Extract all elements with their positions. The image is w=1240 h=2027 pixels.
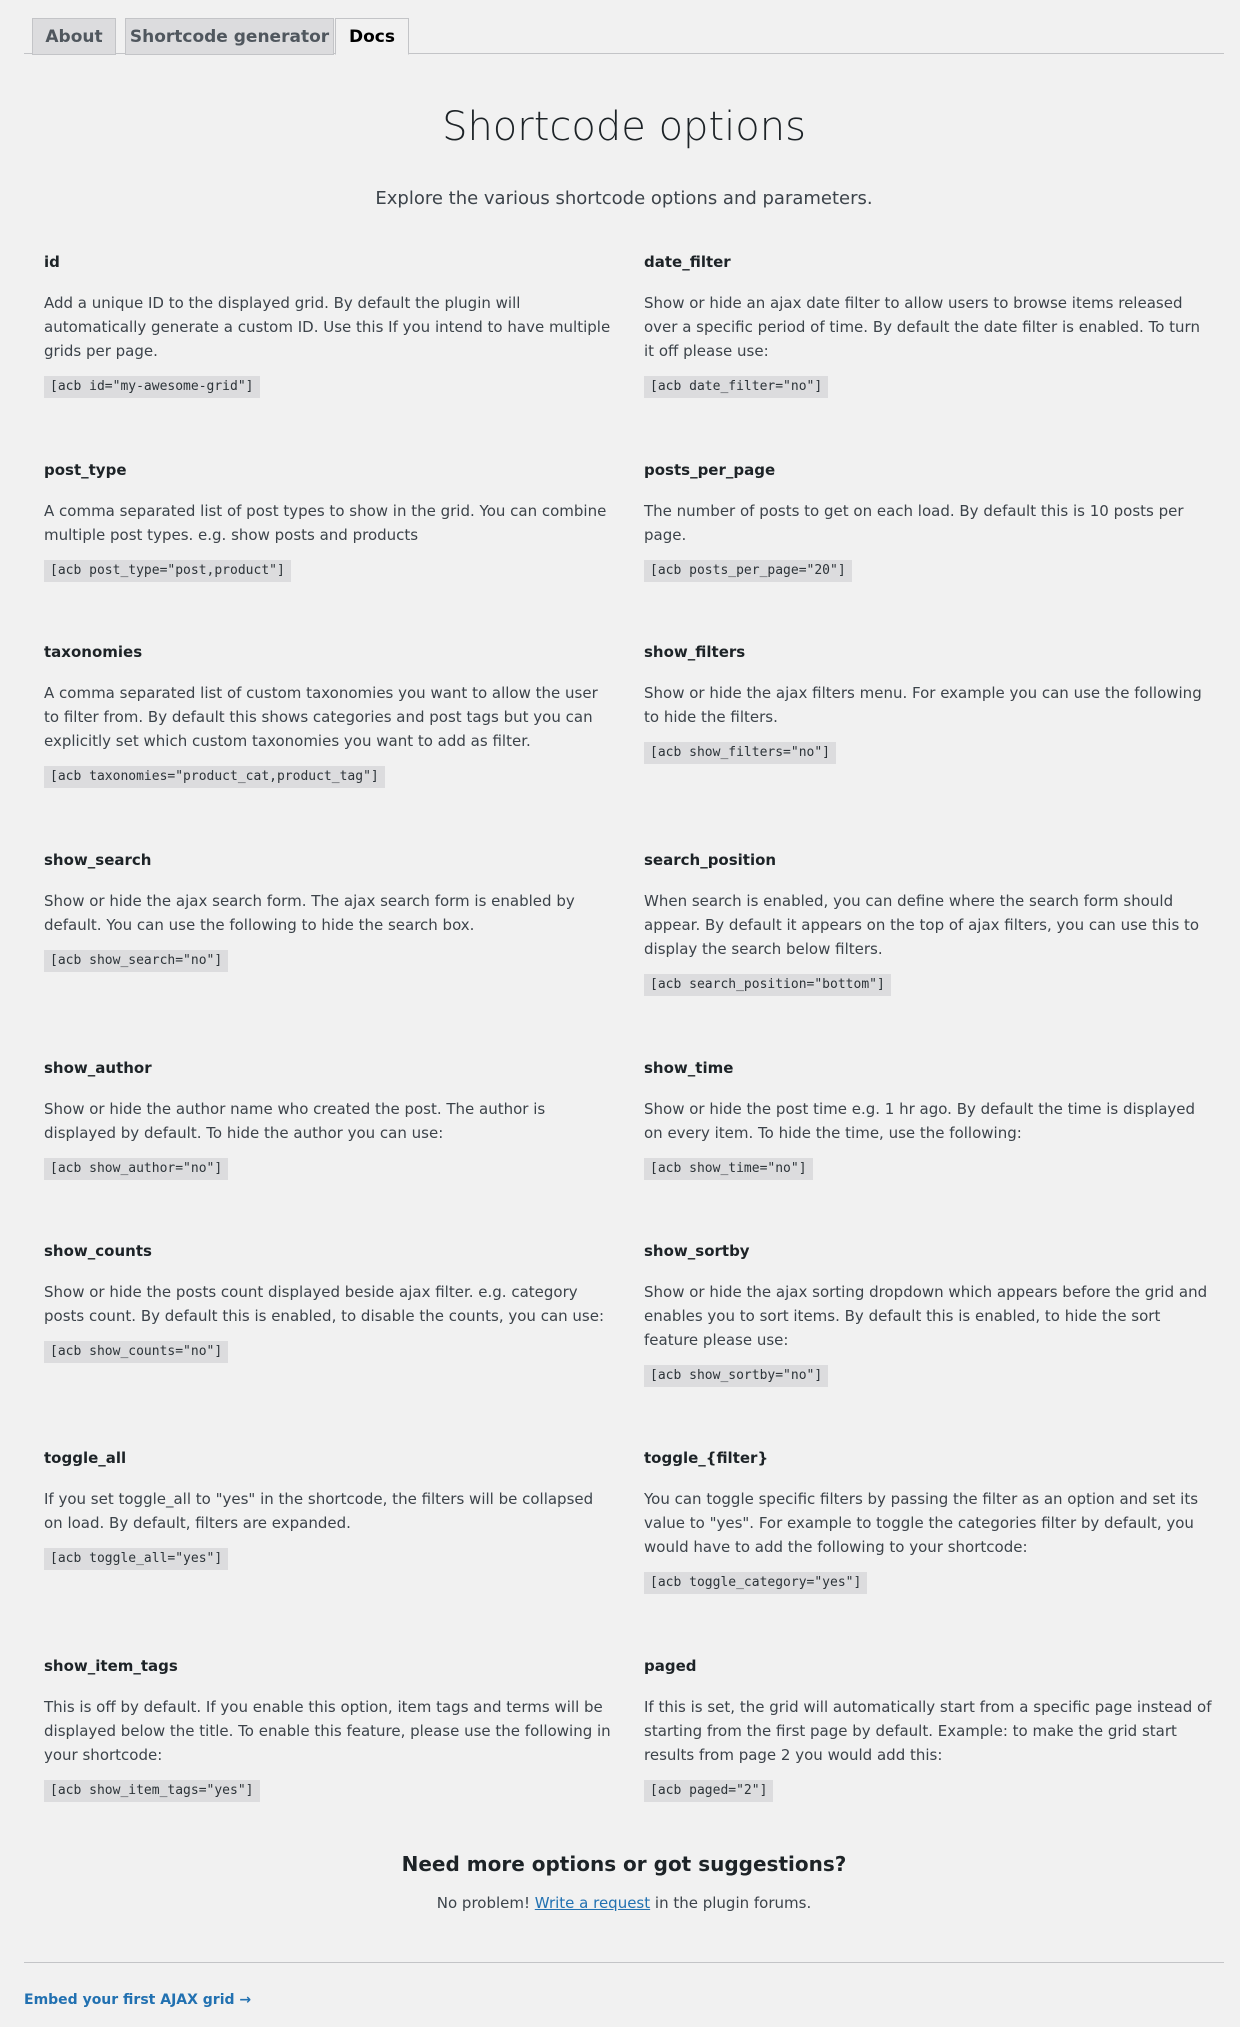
option-description: When search is enabled, you can define where the search form should appear. By default it appears on the top of ajax filters, you can use this to display the search below filters. — [644, 892, 1200, 958]
option-code: [acb taxonomies="product_cat,product_tag"] — [44, 766, 385, 788]
option-paged — [644, 1656, 1214, 1802]
option-name: taxonomies — [44, 643, 143, 661]
option-name: toggle_{filter} — [644, 1449, 769, 1467]
option-code: [acb search_position="bottom"] — [644, 974, 891, 996]
option-name: show_search — [44, 851, 152, 869]
option-code: [acb paged="2"] — [644, 1780, 773, 1802]
option-posts-per-page — [644, 460, 1214, 582]
write-request-link[interactable]: Write a request — [534, 1894, 651, 1912]
option-code: [acb toggle_all="yes"] — [44, 1548, 228, 1570]
footer-text — [0, 1894, 1240, 1912]
option-code: [acb posts_per_page="20"] — [644, 560, 852, 582]
option-code: [acb date_filter="no"] — [644, 376, 828, 398]
option-description: This is off by default. If you enable this option, item tags and terms will be displayed below the title. To enable this feature, please use the following in your shortcode: — [44, 1698, 611, 1764]
option-description: A comma separated list of post types to show in the grid. You can combine multiple post types. e.g. show posts and products — [44, 502, 607, 544]
option-code: [acb show_filters="no"] — [644, 742, 836, 764]
option-description: Show or hide the ajax search form. The ajax search form is enabled by default. You can use the following to hide the search box. — [44, 892, 575, 934]
option-description: If you set toggle_all to "yes" in the shortcode, the filters will be collapsed on load. By default, filters are expanded. — [44, 1490, 594, 1532]
option-show-sortby — [644, 1241, 1214, 1387]
option-name: paged — [644, 1657, 697, 1675]
tab-shortcode-generator[interactable]: Shortcode generator — [125, 18, 334, 55]
footer-text-after: in the plugin forums. — [650, 1894, 812, 1912]
option-code: [acb show_author="no"] — [44, 1158, 228, 1180]
option-show-time — [644, 1058, 1214, 1180]
option-code: [acb show_counts="no"] — [44, 1341, 228, 1363]
option-name: show_author — [44, 1059, 152, 1077]
option-description: A comma separated list of custom taxonomies you want to allow the user to filter from. By default this shows categories and post tags but you can explicitly set which custom taxonomies you want to add as filter. — [44, 684, 598, 750]
option-code: [acb show_search="no"] — [44, 950, 228, 972]
option-description: Show or hide the posts count displayed beside ajax filter. e.g. category posts count. By default this is enabled, to disable the counts, you can use: — [44, 1283, 605, 1325]
option-name: date_filter — [644, 253, 731, 271]
nav-tabs — [24, 18, 1224, 54]
option-description: Show or hide the author name who created the post. The author is displayed by default. To hide the author you can use: — [44, 1100, 546, 1142]
option-description: Show or hide the post time e.g. 1 hr ago. By default the time is displayed on every item. To hide the time, use the following: — [644, 1100, 1196, 1142]
option-show-search — [44, 850, 614, 972]
option-name: show_item_tags — [44, 1657, 178, 1675]
option-taxonomies — [44, 642, 614, 788]
option-name: id — [44, 253, 60, 271]
tab-docs[interactable]: Docs — [335, 18, 409, 55]
footer-divider — [24, 1962, 1224, 1963]
option-date-filter — [644, 252, 1214, 398]
option-name: posts_per_page — [644, 461, 776, 479]
option-post-type — [44, 460, 614, 582]
option-code: [acb post_type="post,product"] — [44, 560, 291, 582]
option-show-filters — [644, 642, 1214, 764]
option-show-author — [44, 1058, 614, 1180]
option-code: [acb show_sortby="no"] — [644, 1365, 828, 1387]
option-name: toggle_all — [44, 1449, 127, 1467]
option-name: show_sortby — [644, 1242, 750, 1260]
option-code: [acb show_item_tags="yes"] — [44, 1780, 260, 1802]
embed-first-grid-link[interactable]: Embed your first AJAX grid → — [24, 1992, 252, 2008]
option-search-position — [644, 850, 1214, 996]
page-title: Shortcode options — [442, 104, 806, 150]
option-code: [acb show_time="no"] — [644, 1158, 813, 1180]
option-toggle-all — [44, 1448, 614, 1570]
option-description: Add a unique ID to the displayed grid. By default the plugin will automatically generate a custom ID. Use this If you intend to have multiple grids per page. — [44, 294, 611, 360]
footer-title: Need more options or got suggestions? — [401, 1852, 847, 1876]
option-name: show_filters — [644, 643, 746, 661]
option-description: Show or hide the ajax filters menu. For example you can use the following to hide the filters. — [644, 684, 1202, 726]
option-code: [acb id="my-awesome-grid"] — [44, 376, 260, 398]
option-name: show_counts — [44, 1242, 152, 1260]
option-description: If this is set, the grid will automatically start from a specific page instead of starting from the first page by default. Example: to make the grid start results from page 2 you would add this: — [644, 1698, 1212, 1764]
option-name: search_position — [644, 851, 777, 869]
page-subtitle: Explore the various shortcode options and parameters. — [375, 188, 873, 209]
option-name: show_time — [644, 1059, 734, 1077]
option-toggle-filter — [644, 1448, 1214, 1594]
option-description: Show or hide an ajax date filter to allow users to browse items released over a specific period of time. By default the date filter is enabled. To turn it off please use: — [644, 294, 1200, 360]
tab-about[interactable]: About — [32, 18, 116, 55]
option-show-item-tags — [44, 1656, 614, 1802]
option-show-counts — [44, 1241, 614, 1363]
option-description: Show or hide the ajax sorting dropdown which appears before the grid and enables you to sort items. By default this is enabled, to hide the sort feature please use: — [644, 1283, 1208, 1349]
option-code: [acb toggle_category="yes"] — [644, 1572, 867, 1594]
option-description: The number of posts to get on each load. By default this is 10 posts per page. — [644, 502, 1184, 544]
option-name: post_type — [44, 461, 127, 479]
option-id — [44, 252, 614, 398]
footer-text-before: No problem! — [436, 1894, 535, 1912]
option-description: You can toggle specific filters by passing the filter as an option and set its value to "yes". For example to toggle the categories filter by default, you would have to add the following to your shortcode: — [644, 1490, 1199, 1556]
